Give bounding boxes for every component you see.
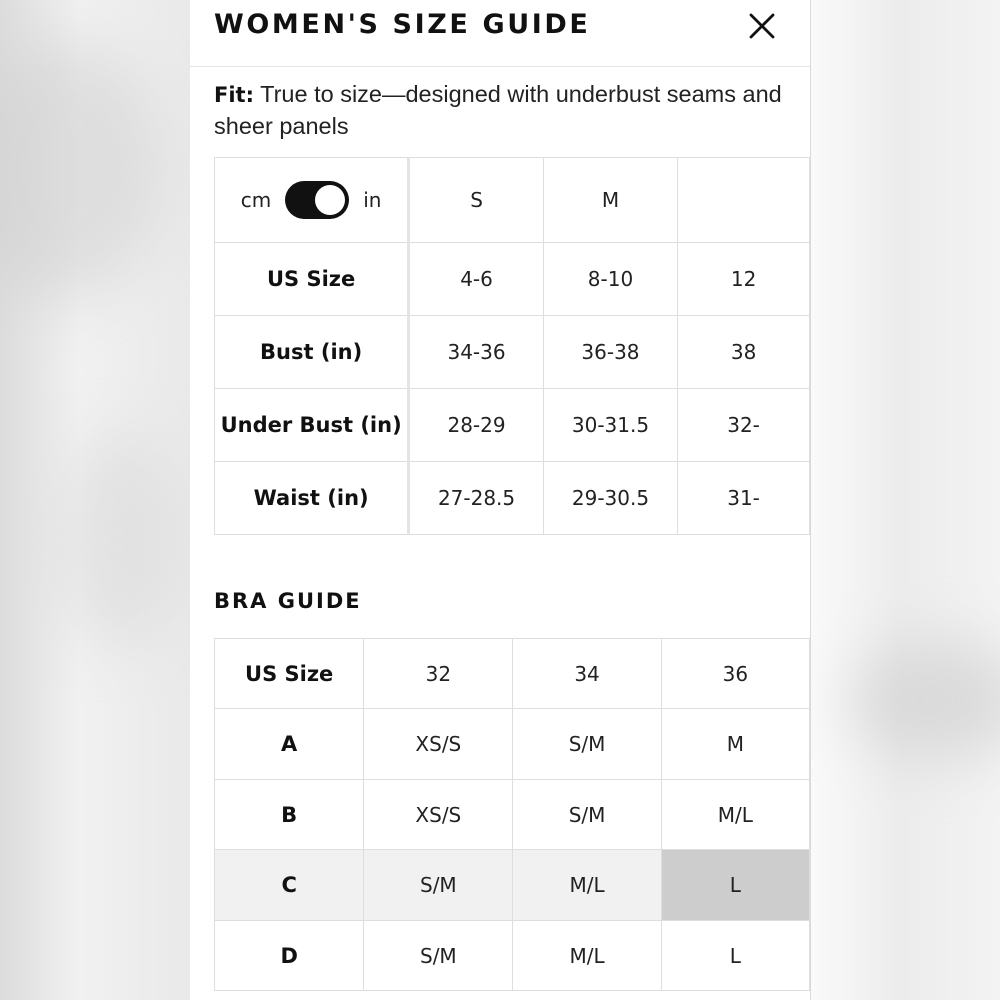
table-row <box>215 462 810 535</box>
table-cell: S/M <box>513 709 661 780</box>
table-row <box>215 921 810 991</box>
bra-guide-table <box>214 638 810 991</box>
close-button[interactable] <box>746 10 778 42</box>
table-cell: XS/S <box>364 780 513 850</box>
size-col-header <box>678 158 810 243</box>
table-row <box>215 709 810 780</box>
table-cell: 27-28.5 <box>409 462 544 535</box>
row-header: US Size <box>215 639 364 709</box>
modal-header <box>190 0 810 67</box>
table-cell: S/M <box>364 850 513 921</box>
table-cell: 30-31.5 <box>543 389 677 462</box>
table-cell: 38 <box>678 316 810 389</box>
table-cell: S/M <box>364 921 513 991</box>
fit-description <box>214 79 794 142</box>
size-col-header: M <box>543 158 677 243</box>
table-row <box>215 389 810 462</box>
table-cell: M/L <box>513 850 661 921</box>
table-cell: M/L <box>513 921 661 991</box>
table-cell: 29-30.5 <box>543 462 677 535</box>
table-cell: 34-36 <box>409 316 544 389</box>
row-header: Under Bust (in) <box>215 389 409 462</box>
table-cell: M/L <box>661 780 809 850</box>
unit-toggle-cell <box>215 158 409 243</box>
table-cell: 4-6 <box>409 243 544 316</box>
size-col-header: S <box>409 158 544 243</box>
row-header: US Size <box>215 243 409 316</box>
table-cell: 32- <box>678 389 810 462</box>
table-cell: 31- <box>678 462 810 535</box>
cup-label: B <box>215 780 364 850</box>
cup-label: C <box>215 850 364 921</box>
table-cell: 8-10 <box>543 243 677 316</box>
table-row <box>215 780 810 850</box>
background-blur <box>60 430 180 650</box>
size-header-row <box>215 158 810 243</box>
table-row <box>215 316 810 389</box>
fit-label: Fit: <box>214 83 254 107</box>
table-cell: 36-38 <box>543 316 677 389</box>
band-size-header: 34 <box>513 639 661 709</box>
close-icon <box>746 10 778 42</box>
table-cell: M <box>661 709 809 780</box>
modal-title: WOMEN'S SIZE GUIDE <box>214 9 591 40</box>
cup-label: D <box>215 921 364 991</box>
unit-toggle-switch[interactable] <box>285 181 349 219</box>
size-guide-modal <box>190 0 811 1000</box>
row-header: Bust (in) <box>215 316 409 389</box>
cup-label: A <box>215 709 364 780</box>
table-cell: XS/S <box>364 709 513 780</box>
size-table <box>214 157 810 535</box>
table-cell: 12 <box>678 243 810 316</box>
toggle-knob <box>315 185 345 215</box>
unit-cm-label[interactable]: cm <box>240 188 272 212</box>
bra-header-row <box>215 639 810 709</box>
table-row <box>215 243 810 316</box>
background-blur <box>0 40 160 300</box>
fit-text: True to size—designed with underbust seams and sheer panels <box>214 81 782 139</box>
unit-in-label[interactable]: in <box>363 188 382 212</box>
background-blur <box>850 640 1000 760</box>
table-cell: 28-29 <box>409 389 544 462</box>
table-cell: S/M <box>513 780 661 850</box>
row-header: Waist (in) <box>215 462 409 535</box>
table-cell-highlighted: L <box>661 850 809 921</box>
table-cell: L <box>661 921 809 991</box>
band-size-header: 36 <box>661 639 809 709</box>
bra-guide-title: BRA GUIDE <box>214 589 362 613</box>
band-size-header: 32 <box>364 639 513 709</box>
table-row-highlighted <box>215 850 810 921</box>
